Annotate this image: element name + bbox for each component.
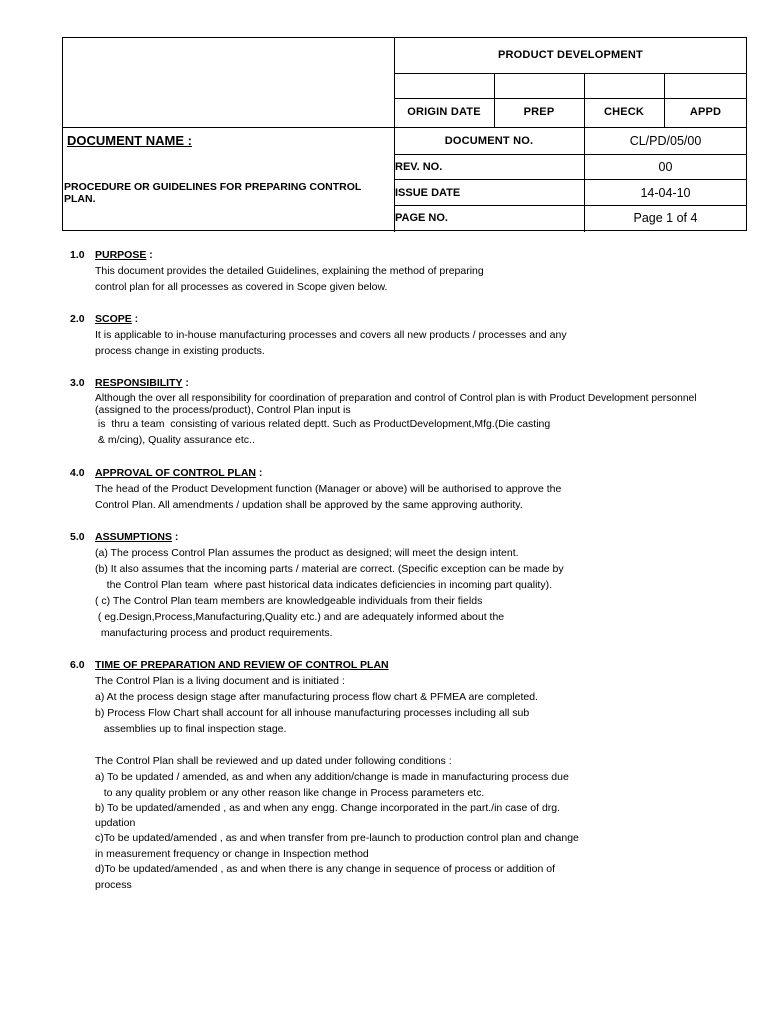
body-line: manufacturing process and product requirements. xyxy=(95,627,333,639)
page-no-value: Page 1 of 4 xyxy=(633,211,698,225)
section-title-colon: : xyxy=(131,313,139,325)
section-number: 3.0 xyxy=(70,377,85,389)
body-line: (a) The process Control Plan assumes the product as designed; will meet the design intent. xyxy=(95,547,519,559)
section-title xyxy=(95,531,178,543)
section-title-text: RESPONSIBILITY xyxy=(95,377,183,389)
product-development-heading: PRODUCT DEVELOPMENT xyxy=(498,49,643,61)
body-line: process xyxy=(95,879,132,891)
section-title-colon: : xyxy=(146,249,153,261)
section-title-text: PURPOSE xyxy=(95,249,147,261)
check-label: CHECK xyxy=(603,106,645,118)
section-number: 1.0 xyxy=(70,249,85,261)
body-line: ( eg.Design,Process,Manufacturing,Quality etc.) and are adequately informed about the xyxy=(95,611,505,623)
section-title xyxy=(95,313,138,325)
body-line: b) To be updated/amended , as and when any engg. Change incorporated in the part./in case of drg. xyxy=(95,802,561,814)
origin-date-label: ORIGIN DATE xyxy=(407,106,481,118)
section-title-colon: : xyxy=(172,531,179,543)
body-line: This document provides the detailed Guidelines, explaining the method of preparing xyxy=(95,265,484,277)
body-line: control plan for all processes as covered in Scope given below. xyxy=(95,281,388,293)
issue-date-label: ISSUE DATE xyxy=(395,187,461,199)
body-line: The head of the Product Development function (Manager or above) will be authorised to approve the xyxy=(95,483,562,495)
rev-no-label: REV. NO. xyxy=(395,161,443,173)
section-number: 4.0 xyxy=(70,467,85,479)
body-line: & m/cing), Quality assurance etc.. xyxy=(95,434,255,446)
section-number: 2.0 xyxy=(70,313,85,325)
document-no-value: CL/PD/05/00 xyxy=(629,134,702,148)
section-title-colon: : xyxy=(182,377,189,389)
body-line: Control Plan. All amendments / updation shall be approved by the same approving authority. xyxy=(95,499,523,511)
body-line: It is applicable to in-house manufacturing processes and covers all new products / processes and any xyxy=(95,329,567,341)
body-line: (b) It also assumes that the incoming parts / material are correct. (Specific exception can be made by xyxy=(95,563,564,575)
section-title xyxy=(95,659,389,671)
document-no-label: DOCUMENT NO. xyxy=(444,135,534,147)
body-line: a) At the process design stage after manufacturing process flow chart & PFMEA are completed. xyxy=(95,691,538,703)
body-line: c)To be updated/amended , as and when transfer from pre-launch to production control plan and change xyxy=(95,832,579,844)
issue-date-value: 14-04-10 xyxy=(640,186,691,200)
section-title xyxy=(95,467,262,479)
section-title-text: SCOPE xyxy=(95,313,132,325)
section-title-text: APPROVAL OF CONTROL PLAN xyxy=(95,467,257,479)
section-title-text: ASSUMPTIONS xyxy=(95,531,173,543)
document-header-table xyxy=(62,37,747,231)
body-line: the Control Plan team where past historical data indicates deficiencies in incoming part quality). xyxy=(95,579,552,591)
body-line: updation xyxy=(95,817,136,829)
body-line: Although the over all responsibility for coordination of preparation and control of Control plan is with Product Development personnel xyxy=(95,393,697,404)
rev-no-value: 00 xyxy=(658,160,673,174)
section-number: 5.0 xyxy=(70,531,85,543)
body-line: d)To be updated/amended , as and when there is any change in sequence of process or addition of xyxy=(95,863,555,875)
document-name-label: DOCUMENT NAME : xyxy=(67,133,192,148)
section-title xyxy=(95,249,153,261)
body-line: is thru a team consisting of various related deptt. Such as ProductDevelopment,Mfg.(Die casting xyxy=(95,418,551,430)
body-line: a) To be updated / amended, as and when any addition/change is made in manufacturing process due xyxy=(95,771,569,783)
body-line: in measurement frequency or change in Inspection method xyxy=(95,848,369,860)
prep-label: PREP xyxy=(523,106,555,118)
body-line: to any quality problem or any other reason like change in Process parameters etc. xyxy=(95,787,485,799)
section-title-colon: : xyxy=(256,467,263,479)
section-number: 6.0 xyxy=(70,659,85,671)
section-title-text: TIME OF PREPARATION AND REVIEW OF CONTROL PLAN xyxy=(95,659,389,671)
body-line: process change in existing products. xyxy=(95,345,265,357)
body-line: b) Process Flow Chart shall account for all inhouse manufacturing processes including all sub xyxy=(95,707,530,719)
body-line: The Control Plan is a living document and is initiated : xyxy=(95,675,345,687)
body-line: (assigned to the process/product), Control Plan input is xyxy=(95,404,351,416)
body-line: assemblies up to final inspection stage. xyxy=(95,723,287,735)
body-line: ( c) The Control Plan team members are knowledgeable individuals from their fields xyxy=(95,595,483,607)
section-title xyxy=(95,377,189,389)
appd-label: APPD xyxy=(689,106,722,118)
page-no-label: PAGE NO. xyxy=(395,212,448,224)
body-line: The Control Plan shall be reviewed and up dated under following conditions : xyxy=(95,755,452,767)
document-title: PROCEDURE OR GUIDELINES FOR PREPARING CONTROL PLAN. xyxy=(64,181,362,205)
